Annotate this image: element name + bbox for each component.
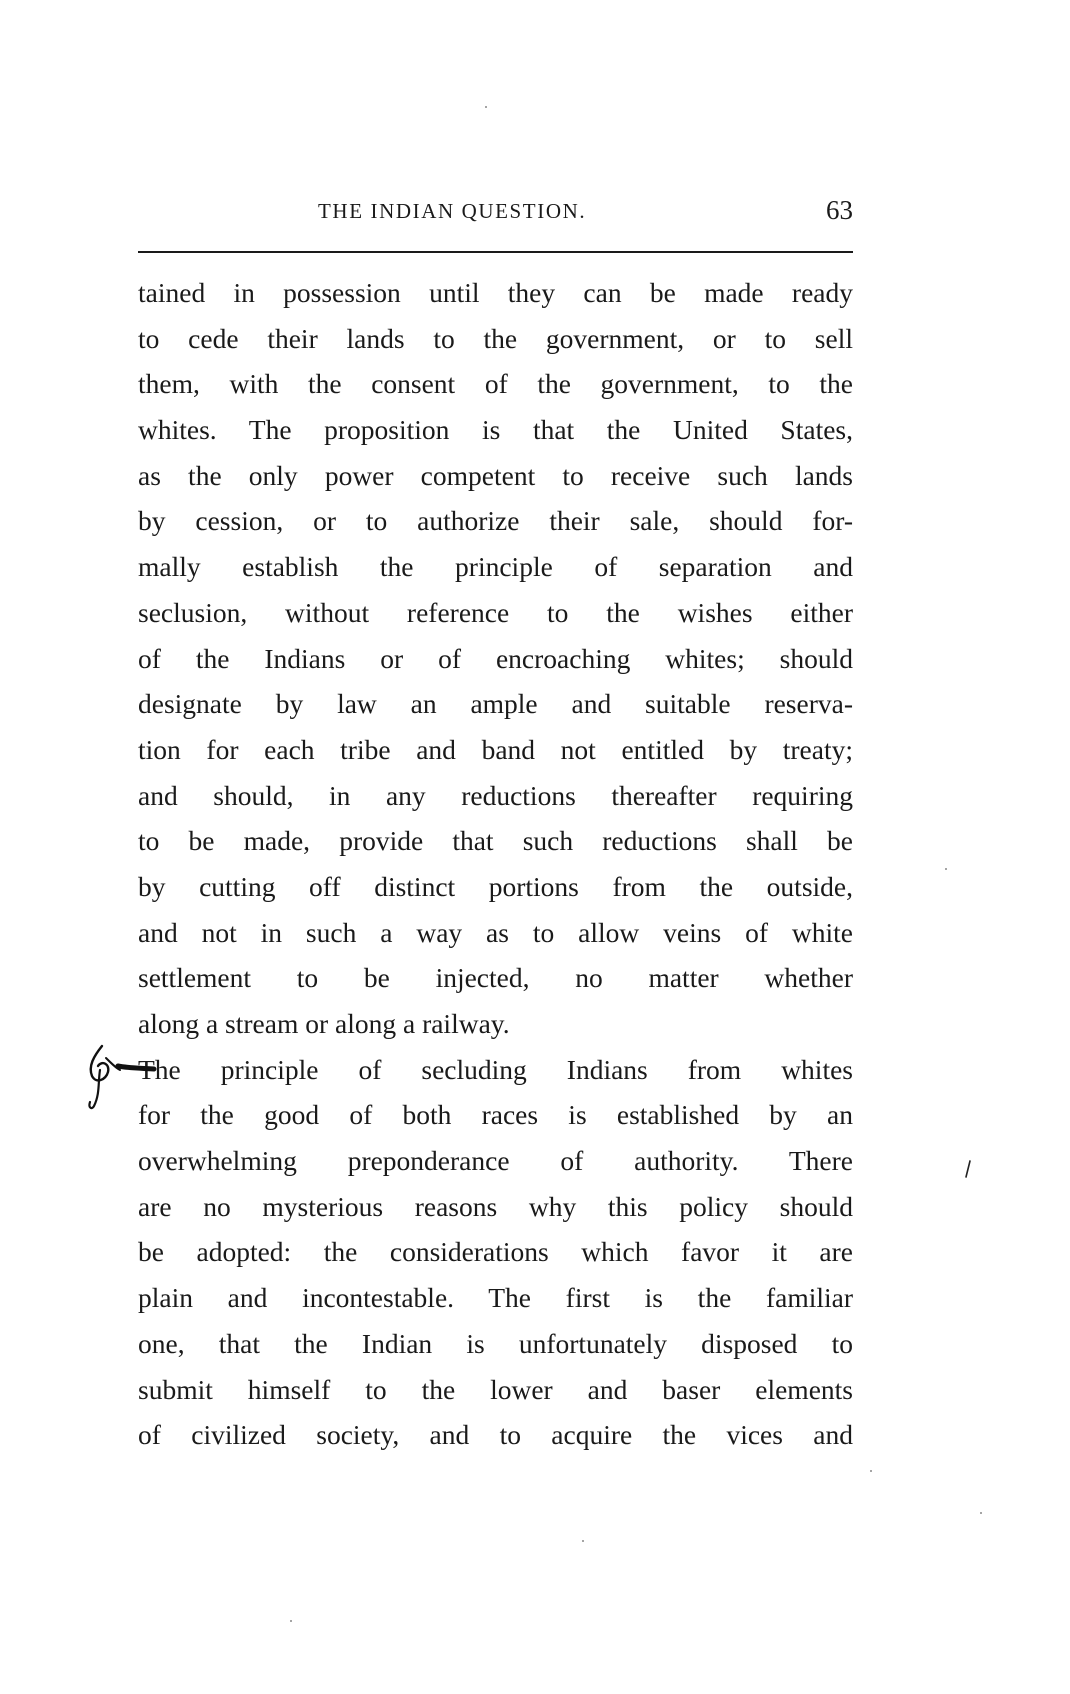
text-line: one, that the Indian is unfortunately disposed to: [138, 1327, 853, 1359]
text-line: be adopted: the considerations which favor it are: [138, 1236, 853, 1268]
text-line: whites. The proposition is that the United States,: [138, 414, 853, 446]
text-line: to be made, provide that such reductions shall be: [138, 825, 853, 857]
body-text: [138, 270, 853, 1458]
text-line: plain and incontestable. The first is the familiar: [138, 1282, 853, 1314]
page-number: 63: [826, 195, 853, 225]
paper-speck: [870, 1470, 872, 1472]
page-header: [138, 190, 853, 230]
running-head: THE INDIAN QUESTION.: [318, 199, 587, 223]
text-line: and should, in any reductions thereafter requiring: [138, 779, 853, 811]
stray-pencil-mark: [964, 1160, 972, 1178]
text-line: are no mysterious reasons why this policy should: [138, 1190, 853, 1222]
paper-speck: [582, 1540, 584, 1542]
paper-speck: [290, 1620, 292, 1622]
paper-speck: [485, 106, 487, 108]
text-line: settlement to be injected, no matter whether: [138, 962, 853, 994]
text-line: by cutting off distinct portions from the outside,: [138, 870, 853, 902]
text-line: to cede their lands to the government, or to sell: [138, 322, 853, 354]
text-line: overwhelming preponderance of authority. There: [138, 1145, 853, 1177]
text-line: and not in such a way as to allow veins of white: [138, 916, 853, 948]
text-line: submit himself to the lower and baser elements: [138, 1373, 853, 1405]
text-line: them, with the consent of the government, to the: [138, 368, 853, 400]
text-line: mally establish the principle of separation and: [138, 551, 853, 583]
header-rule: [138, 251, 853, 253]
text-line: The principle of secluding Indians from whites: [138, 1053, 853, 1085]
text-line: of the Indians or of encroaching whites; should: [138, 642, 853, 674]
paper-speck: [945, 868, 947, 870]
text-line: as the only power competent to receive such lands: [138, 459, 853, 491]
text-line: seclusion, without reference to the wishes either: [138, 596, 853, 628]
text-line: tion for each tribe and band not entitled by treaty;: [138, 733, 853, 765]
text-line: designate by law an ample and suitable reserva-: [138, 688, 853, 720]
paper-speck: [980, 1512, 982, 1514]
text-line: tained in possession until they can be made ready: [138, 277, 853, 308]
text-line: along a stream or along a railway.: [138, 1008, 510, 1039]
text-line: of civilized society, and to acquire the vices and: [138, 1419, 853, 1451]
text-line: by cession, or to authorize their sale, should for-: [138, 505, 853, 537]
text-line: for the good of both races is established by an: [138, 1099, 853, 1131]
handwritten-paragraph-mark-icon: [80, 1042, 160, 1112]
